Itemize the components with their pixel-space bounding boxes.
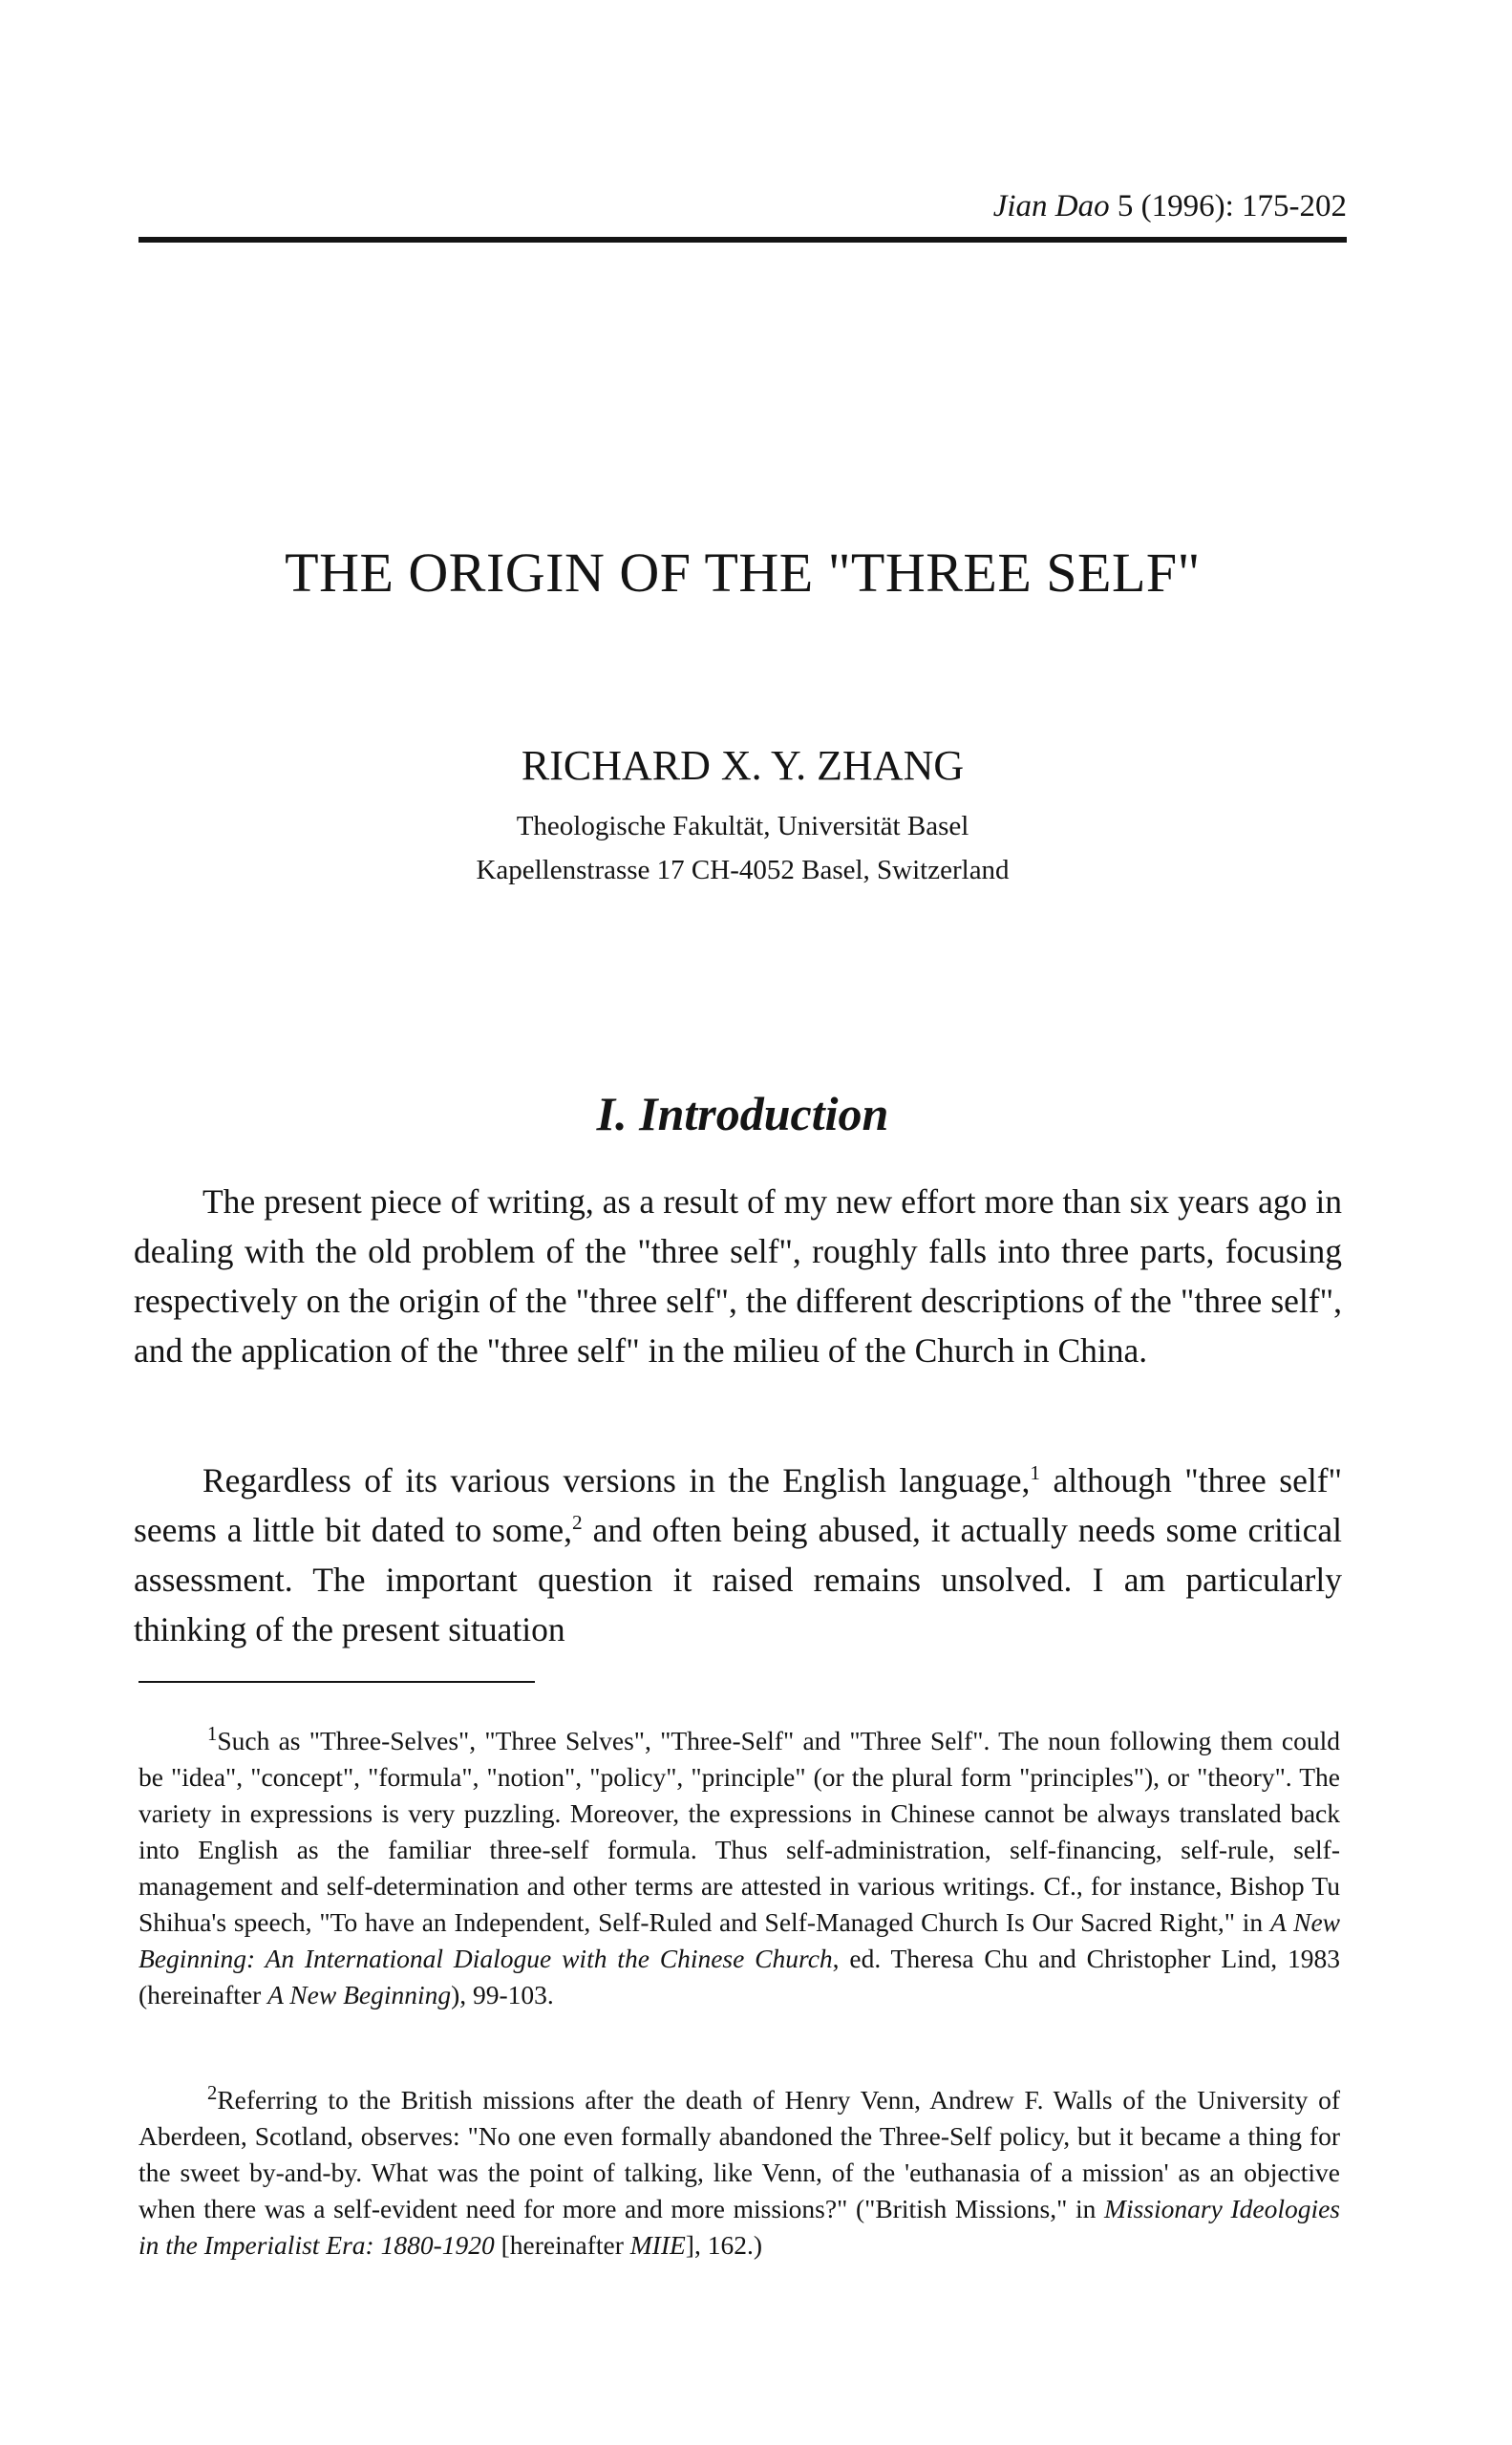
footnote-2-short-title: MIIE [629, 2230, 686, 2260]
footnote-1-pages: ), 99-103. [451, 1980, 554, 2009]
header-rule [138, 237, 1347, 243]
author-affiliation-line1: Theologische Fakultät, Universität Basel [516, 811, 969, 841]
footnote-2-pages: ], 162.) [685, 2230, 762, 2260]
journal-name: Jian Dao [992, 189, 1110, 223]
author-affiliation-line2: Kapellenstrasse 17 CH-4052 Basel, Switzerland [476, 855, 1010, 885]
article-title: THE ORIGIN OF THE "THREE SELF" [285, 542, 1201, 604]
paragraph-2-text-b: although "three self" seems a little bit dated to some, [134, 1461, 1343, 1549]
running-head [138, 187, 1347, 225]
footnote-2-text-continued: [hereinafter [500, 2230, 624, 2260]
footnote-1-text: Such as "Three-Selves", "Three Selves", "Three-Self" and "Three Self". The noun following them could be "idea", "concept", "formula", "notion", "policy", "principle" (or the plural form "principles"), or "theory". The variety in expressions is very puzzling. Moreover, the expressions in Chinese cannot be always translated back into English as the familiar three-self formula. Thus self-administration, self-financing, self-rule, self-management and self-determination and other terms are attested in various writings. Cf., for instance, Bishop Tu Shihua's speech, "To have an Independent, Self-Ruled and Self-Managed Church Is Our Sacred Right," in [138, 1726, 1340, 1937]
footnote-1-text-continued: , ed. Theresa Chu and Christopher Lind, 1983 (hereinafter [138, 1944, 1340, 2009]
body-paragraph-2 [134, 1456, 1342, 1654]
author-name: RICHARD X. Y. ZHANG [521, 742, 965, 789]
footnote-1-number: 1 [207, 1723, 218, 1745]
footnote-1 [138, 1723, 1340, 2013]
section-heading: I. Introduction [596, 1087, 889, 1140]
footnote-2 [138, 2082, 1340, 2264]
paragraph-2-text-a: Regardless of its various versions in the English language, [202, 1461, 1031, 1499]
footnote-1-short-title: A New Beginning [267, 1980, 452, 2009]
footnote-2-text: Referring to the British missions after the death of Henry Venn, Andrew F. Walls of the University of Aberdeen, Scotland, observes: "No one even formally abandoned the Three-Self policy, but it became a thing for the sweet by-and-by. What was the point of talking, like Venn, of the 'euthanasia of a mission' as an objective when there was a self-evident need for more and more missions?" ("British Missions," in [138, 2085, 1340, 2223]
body-paragraph-1: The present piece of writing, as a result of my new effort more than six years ago in dealing with the old problem of the "three self", roughly falls into three parts, focusing respectively on the origin of the "three self", the different descriptions of the "three self", and the application of the "three self" in the milieu of the Church in China. [134, 1182, 1342, 1370]
footnote-1-book-title: A New Beginning: An International Dialogue with the Chinese Church [138, 1907, 1340, 1973]
footnote-separator [138, 1681, 535, 1683]
footnote-2-book-title: Missionary Ideologies in the Imperialist Era: 1880-1920 [138, 2194, 1341, 2260]
footnote-ref-2: 2 [571, 1511, 583, 1535]
footnote-2-number: 2 [207, 2082, 218, 2104]
journal-citation: 5 (1996): 175-202 [1117, 189, 1347, 223]
paragraph-2-text-c: and often being abused, it actually needs some critical assessment. The important question it raised remains unsolved. I am particularly thinking of the present situation [134, 1511, 1342, 1648]
footnote-ref-1: 1 [1030, 1461, 1041, 1485]
